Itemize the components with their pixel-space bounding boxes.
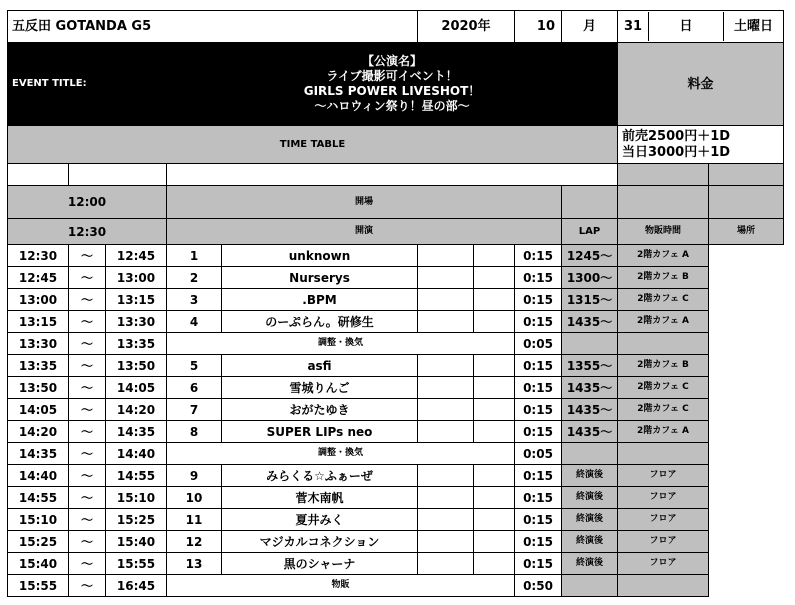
performer-name-cell: asfi — [222, 355, 418, 377]
lap-cell: 0:15 — [515, 289, 562, 311]
place-cell — [618, 575, 709, 597]
start-time-cell: 12:30 — [8, 245, 69, 267]
order-number-cell: 9 — [167, 465, 222, 487]
order-number-cell: 1 — [167, 245, 222, 267]
lap-cell: 0:15 — [515, 465, 562, 487]
open-time: 12:00 — [8, 186, 167, 219]
merch-time-cell: 終演後 — [562, 509, 618, 531]
order-number-cell: 7 — [167, 399, 222, 421]
break-label-cell: 調整・換気 — [167, 443, 515, 465]
blank-cell — [709, 164, 784, 186]
blank-cell — [418, 355, 474, 377]
lap-cell: 0:15 — [515, 399, 562, 421]
lap-cell: 0:15 — [515, 355, 562, 377]
start-time-cell: 13:30 — [8, 333, 69, 355]
price-block — [618, 126, 784, 164]
event-title-line: GIRLS POWER LIVESHOT！ — [303, 84, 481, 98]
merch-time-cell: 終演後 — [562, 487, 618, 509]
merch-time-cell: 1355～ — [562, 355, 618, 377]
blank-cell — [418, 311, 474, 333]
blank-cell — [418, 509, 474, 531]
month-label-cell: 月 — [562, 11, 618, 43]
order-number-cell: 13 — [167, 553, 222, 575]
merch-time-cell — [562, 333, 618, 355]
tilde-cell: ～ — [69, 553, 106, 575]
lap-cell: 0:15 — [515, 553, 562, 575]
schedule-row — [8, 465, 784, 487]
event-title-line: 【公演名】 — [362, 54, 423, 68]
place-cell: フロア — [618, 465, 709, 487]
performer-name-cell: のーぷらん。研修生 — [222, 311, 418, 333]
end-time-cell: 16:45 — [106, 575, 167, 597]
place-cell: フロア — [618, 531, 709, 553]
schedule-row — [8, 575, 784, 597]
blank-cell — [474, 377, 515, 399]
performer-name-cell: おがたゆき — [222, 399, 418, 421]
blank-cell — [474, 487, 515, 509]
timetable-grid — [7, 10, 784, 597]
blank-cell — [474, 245, 515, 267]
year-cell: 2020年 — [418, 11, 515, 43]
order-number-cell: 6 — [167, 377, 222, 399]
month-number-cell: 10 — [515, 11, 562, 43]
blank-cell — [618, 186, 709, 219]
merch-time-cell: 1315～ — [562, 289, 618, 311]
order-number-cell: 4 — [167, 311, 222, 333]
door-price: 当日3000円＋1D — [622, 144, 731, 160]
performer-name-cell: .BPM — [222, 289, 418, 311]
start-time-cell: 12:45 — [8, 267, 69, 289]
lap-cell: 0:50 — [515, 575, 562, 597]
blank-cell — [418, 465, 474, 487]
place-cell: 2階カフェ A — [618, 421, 709, 443]
start-time-cell: 14:55 — [8, 487, 69, 509]
start-time: 12:30 — [8, 219, 167, 245]
merch-time-cell: 終演後 — [562, 553, 618, 575]
lap-cell: 0:15 — [515, 487, 562, 509]
start-time-cell: 14:40 — [8, 465, 69, 487]
order-number-cell: 5 — [167, 355, 222, 377]
blank-cell — [618, 164, 709, 186]
advance-price: 前売2500円＋1D — [622, 128, 731, 144]
performer-name-cell: 雪城りんご — [222, 377, 418, 399]
schedule-row — [8, 531, 784, 553]
blank-cell — [474, 311, 515, 333]
place-cell: 2階カフェ A — [618, 245, 709, 267]
blank-cell — [474, 355, 515, 377]
schedule-row — [8, 245, 784, 267]
weekday-cell: 土曜日 — [734, 19, 774, 34]
end-time-cell: 13:15 — [106, 289, 167, 311]
blank-cell — [418, 531, 474, 553]
merch-time-cell: 1435～ — [562, 311, 618, 333]
end-time-cell: 15:25 — [106, 509, 167, 531]
performer-name-cell: 菅木南帆 — [222, 487, 418, 509]
place-cell: 2階カフェ B — [618, 267, 709, 289]
start-time-cell: 15:25 — [8, 531, 69, 553]
blank-cell — [418, 421, 474, 443]
day-number-cell: 31 — [618, 12, 649, 41]
end-time-cell: 13:00 — [106, 267, 167, 289]
order-number-cell: 10 — [167, 487, 222, 509]
blank-cell — [418, 267, 474, 289]
event-title-label: EVENT TITLE: — [8, 43, 167, 126]
place-cell: 2階カフェ C — [618, 377, 709, 399]
place-cell — [618, 443, 709, 465]
event-title-line: ～ハロウィン祭り！昼の部～ — [314, 99, 470, 113]
blank-cell — [418, 487, 474, 509]
place-cell — [618, 333, 709, 355]
tilde-cell: ～ — [69, 465, 106, 487]
blank-cell — [418, 245, 474, 267]
tilde-cell: ～ — [69, 311, 106, 333]
place-cell: 2階カフェ B — [618, 355, 709, 377]
start-time-cell: 14:05 — [8, 399, 69, 421]
end-time-cell: 15:10 — [106, 487, 167, 509]
timetable-label: TIME TABLE — [8, 126, 618, 164]
open-label: 開場 — [167, 186, 562, 219]
blank-cell — [418, 399, 474, 421]
place-cell: フロア — [618, 509, 709, 531]
merch-time-header: 物販時間 — [618, 219, 709, 245]
merch-time-cell: 1435～ — [562, 421, 618, 443]
timetable-sheet — [7, 10, 783, 597]
blank-cell — [474, 399, 515, 421]
lap-cell: 0:15 — [515, 421, 562, 443]
lap-cell: 0:05 — [515, 333, 562, 355]
place-cell: 2階カフェ C — [618, 289, 709, 311]
end-time-cell: 15:55 — [106, 553, 167, 575]
place-cell: 2階カフェ C — [618, 399, 709, 421]
blank-cell — [474, 289, 515, 311]
end-time-cell: 15:40 — [106, 531, 167, 553]
start-time-cell: 13:50 — [8, 377, 69, 399]
event-title-line: ライブ撮影可イベント！ — [326, 69, 458, 83]
order-number-cell: 2 — [167, 267, 222, 289]
start-time-cell: 14:20 — [8, 421, 69, 443]
lap-cell: 0:15 — [515, 531, 562, 553]
blank-cell — [474, 553, 515, 575]
order-number-cell: 8 — [167, 421, 222, 443]
place-cell: フロア — [618, 487, 709, 509]
lap-cell: 0:15 — [515, 311, 562, 333]
tilde-cell: ～ — [69, 443, 106, 465]
tilde-cell: ～ — [69, 509, 106, 531]
schedule-row — [8, 487, 784, 509]
blank-cell — [474, 531, 515, 553]
tilde-cell: ～ — [69, 245, 106, 267]
blank-cell — [709, 186, 784, 219]
start-time-cell: 13:15 — [8, 311, 69, 333]
blank-cell — [474, 509, 515, 531]
fee-label: 料金 — [618, 43, 784, 126]
day-label-cell: 日 — [649, 12, 724, 41]
schedule-row — [8, 333, 784, 355]
merch-time-cell: 1245～ — [562, 245, 618, 267]
start-time-cell: 15:10 — [8, 509, 69, 531]
merch-time-cell: 終演後 — [562, 465, 618, 487]
schedule-row — [8, 553, 784, 575]
end-time-cell: 14:05 — [106, 377, 167, 399]
tilde-cell: ～ — [69, 399, 106, 421]
end-time-cell: 14:35 — [106, 421, 167, 443]
end-time-cell: 13:50 — [106, 355, 167, 377]
place-header: 場所 — [709, 219, 784, 245]
blank-cell — [167, 164, 618, 186]
performer-name-cell: SUPER LIPs neo — [222, 421, 418, 443]
lap-cell: 0:15 — [515, 509, 562, 531]
performer-name-cell: 夏井みく — [222, 509, 418, 531]
tilde-cell: ～ — [69, 575, 106, 597]
event-title-block — [167, 43, 618, 126]
performer-name-cell: マジカルコネクション — [222, 531, 418, 553]
end-time-cell: 13:35 — [106, 333, 167, 355]
merch-time-cell: 1300～ — [562, 267, 618, 289]
merch-time-cell — [562, 443, 618, 465]
schedule-row — [8, 399, 784, 421]
place-cell: フロア — [618, 553, 709, 575]
end-time-cell: 14:20 — [106, 399, 167, 421]
tilde-cell: ～ — [69, 289, 106, 311]
start-time-cell: 13:35 — [8, 355, 69, 377]
merch-time-cell: 1435～ — [562, 377, 618, 399]
tilde-cell: ～ — [69, 531, 106, 553]
tilde-cell: ～ — [69, 355, 106, 377]
schedule-row — [8, 355, 784, 377]
merch-time-cell: 終演後 — [562, 531, 618, 553]
date-weekday-group — [618, 11, 784, 43]
performer-name-cell: Nurserys — [222, 267, 418, 289]
lap-cell: 0:15 — [515, 377, 562, 399]
performer-name-cell: 黒のシャーナ — [222, 553, 418, 575]
schedule-row — [8, 421, 784, 443]
order-number-cell: 12 — [167, 531, 222, 553]
venue-name: 五反田 GOTANDA G5 — [8, 11, 418, 43]
lap-cell: 0:15 — [515, 267, 562, 289]
end-time-cell: 13:30 — [106, 311, 167, 333]
schedule-row — [8, 289, 784, 311]
tilde-cell: ～ — [69, 487, 106, 509]
blank-cell — [8, 164, 69, 186]
merch-time-cell — [562, 575, 618, 597]
order-number-cell: 3 — [167, 289, 222, 311]
tilde-cell: ～ — [69, 377, 106, 399]
merch-time-cell: 1435～ — [562, 399, 618, 421]
blank-cell — [474, 465, 515, 487]
end-time-cell: 14:55 — [106, 465, 167, 487]
place-cell: 2階カフェ A — [618, 311, 709, 333]
schedule-row — [8, 311, 784, 333]
tilde-cell: ～ — [69, 421, 106, 443]
break-label-cell: 調整・換気 — [167, 333, 515, 355]
performer-name-cell: みらくる☆ふぁーぜ — [222, 465, 418, 487]
start-time-cell: 15:55 — [8, 575, 69, 597]
start-time-cell: 13:00 — [8, 289, 69, 311]
start-time-cell: 15:40 — [8, 553, 69, 575]
lap-cell: 0:15 — [515, 245, 562, 267]
start-time-cell: 14:35 — [8, 443, 69, 465]
blank-cell — [69, 164, 167, 186]
schedule-row — [8, 377, 784, 399]
blank-cell — [474, 421, 515, 443]
blank-cell — [418, 377, 474, 399]
blank-cell — [418, 553, 474, 575]
tilde-cell: ～ — [69, 267, 106, 289]
tilde-cell: ～ — [69, 333, 106, 355]
performer-name-cell: unknown — [222, 245, 418, 267]
schedule-row — [8, 443, 784, 465]
end-time-cell: 14:40 — [106, 443, 167, 465]
lap-header: LAP — [562, 219, 618, 245]
start-label: 開演 — [167, 219, 562, 245]
order-number-cell: 11 — [167, 509, 222, 531]
blank-cell — [562, 186, 618, 219]
blank-cell — [474, 267, 515, 289]
blank-cell — [418, 289, 474, 311]
schedule-row — [8, 509, 784, 531]
lap-cell: 0:05 — [515, 443, 562, 465]
schedule-row — [8, 267, 784, 289]
end-time-cell: 12:45 — [106, 245, 167, 267]
break-label-cell: 物販 — [167, 575, 515, 597]
